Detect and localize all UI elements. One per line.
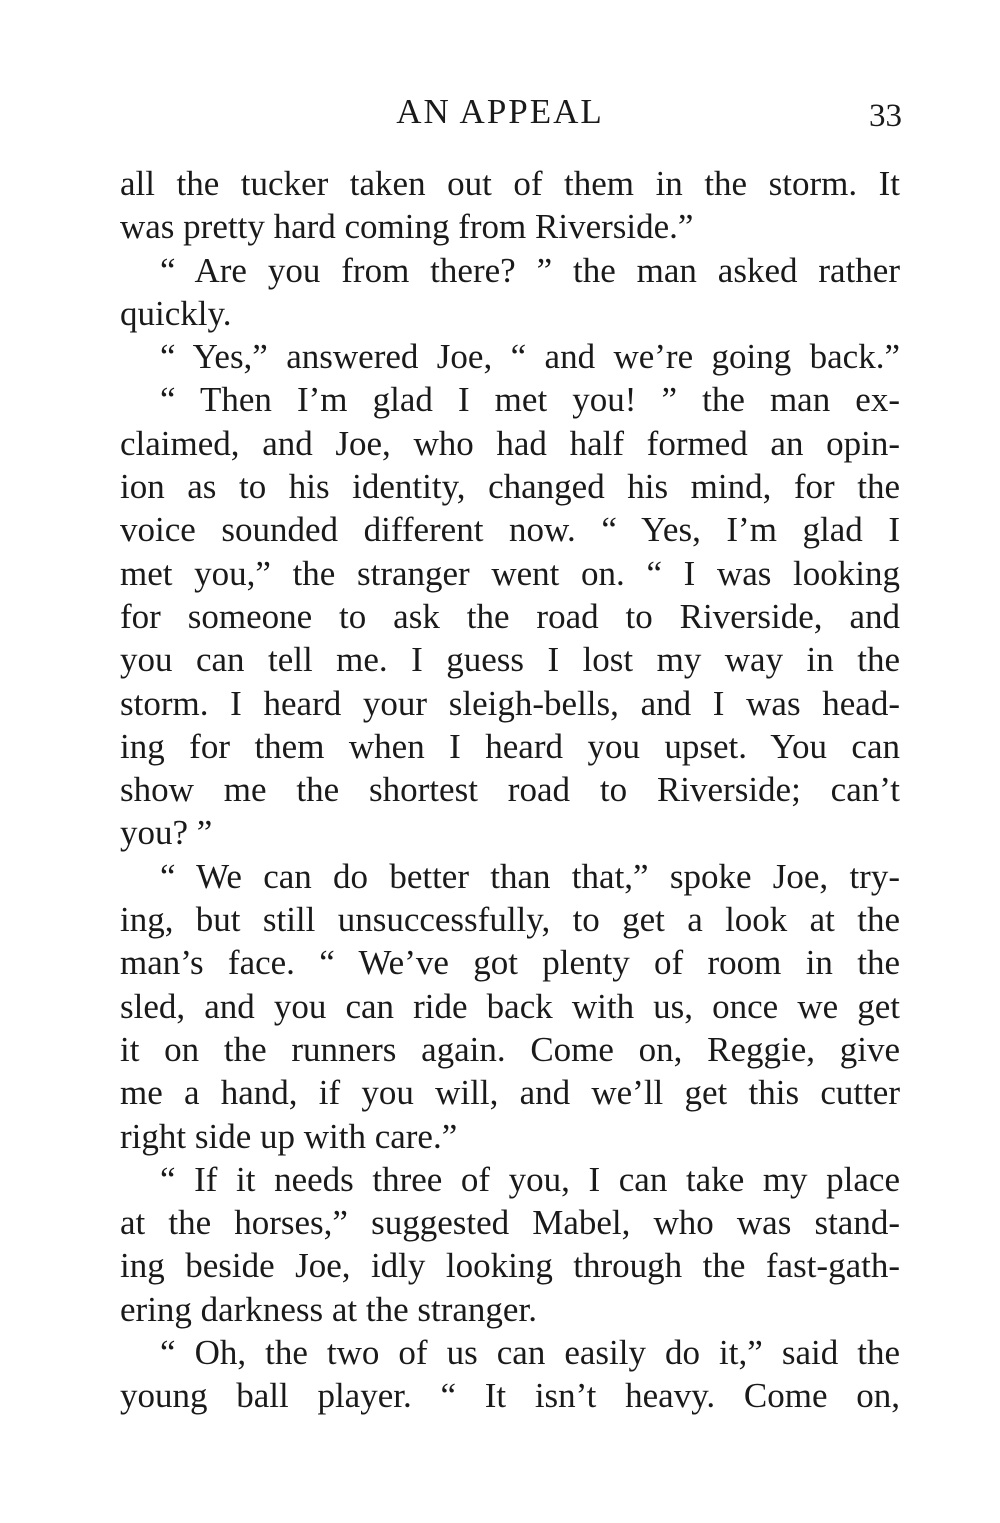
text-line: man’s face. “ We’ve got plenty of room in the (120, 943, 900, 983)
text-line: ing, but still unsuccessfully, to get a look at the (120, 900, 900, 940)
text-line: it on the runners again. Come on, Reggie, give (120, 1029, 900, 1069)
text-line: young ball player. “ It isn’t heavy. Come on, (120, 1376, 900, 1416)
text-line: voice sounded different now. “ Yes, I’m glad I (120, 510, 900, 550)
text-line: me a hand, if you will, and we’ll get this cutter (120, 1073, 900, 1113)
chapter-title: AN APPEAL (396, 92, 604, 131)
text-line: “ Are you from there? ” the man asked rather (160, 250, 900, 290)
text-line: for someone to ask the road to Riverside, and (120, 596, 900, 636)
text-line: ing beside Joe, idly looking through the fast-gath- (120, 1246, 900, 1286)
text-line: ering darkness at the stranger. (120, 1289, 537, 1329)
text-line: you can tell me. I guess I lost my way in the (120, 640, 900, 680)
text-line: ion as to his identity, changed his mind, for the (120, 467, 900, 507)
text-line: ing for them when I heard you upset. You can (120, 726, 900, 766)
text-line: all the tucker taken out of them in the storm. It (120, 164, 900, 203)
text-line: met you,” the stranger went on. “ I was looking (120, 553, 900, 593)
text-line: “ We can do better than that,” spoke Joe, try- (160, 856, 900, 896)
text-line: sled, and you can ride back with us, once we get (120, 986, 900, 1026)
text-line: was pretty hard coming from Riverside.” (120, 207, 694, 247)
text-line: quickly. (120, 293, 232, 333)
text-line: “ If it needs three of you, I can take my place (160, 1159, 900, 1199)
body-text (120, 162, 900, 1418)
text-line: claimed, and Joe, who had half formed an opin- (120, 423, 900, 463)
text-line: “ Oh, the two of us can easily do it,” said the (160, 1333, 900, 1373)
running-head (0, 92, 1000, 142)
text-line: show me the shortest road to Riverside; can’t (120, 770, 900, 810)
text-line: “ Yes,” answered Joe, “ and we’re going back.” (160, 337, 900, 377)
text-line: storm. I heard your sleigh-bells, and I was head- (120, 683, 900, 723)
text-line: “ Then I’m glad I met you! ” the man ex- (160, 380, 900, 420)
text-line: at the horses,” suggested Mabel, who was stand- (120, 1203, 900, 1243)
text-line: you? ” (120, 813, 213, 853)
page-number: 33 (869, 98, 902, 134)
text-line: right side up with care.” (120, 1116, 458, 1156)
